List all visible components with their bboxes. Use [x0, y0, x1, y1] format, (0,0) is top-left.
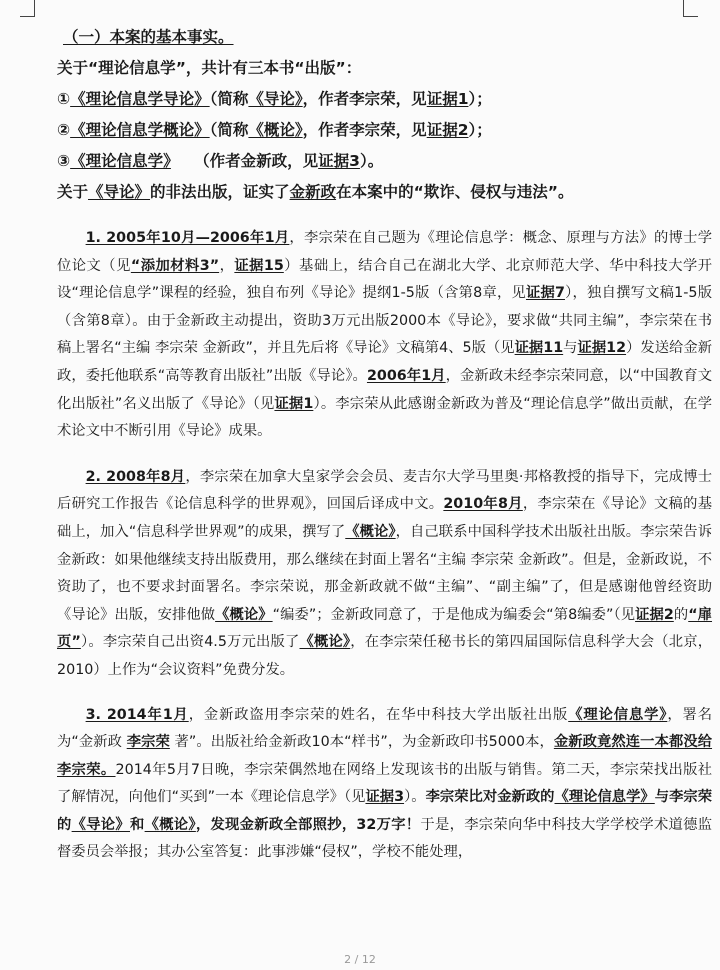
paragraph-text: “编委”；金新政同意了，于是他成为编委会“第8编委”（见	[272, 606, 636, 623]
paragraph-text: ，李宗荣在自己题为《理论信息学：概念、原理与方法》的博士学位论文（见	[57, 230, 712, 274]
emphasis-text: 与李宗荣的	[57, 789, 713, 833]
emphasis-text: 《概论》	[299, 634, 351, 651]
paragraph-text: ，署名为“金新政	[57, 706, 713, 751]
paragraph-text: ）。李宗荣从此感谢金新政为普及“理论信息学”做出贡献，在学术论文中不断引用《导论》成果。	[57, 395, 712, 440]
emphasis-text: 3. 2014年1月	[85, 706, 189, 723]
paragraph-text: ，金新政盗用李宗荣的姓名，在华中科技大学出版社出版	[188, 706, 569, 723]
text: ）；	[468, 121, 492, 139]
text: （作者金新政，见	[170, 152, 319, 170]
emphasis-text: 《理论信息学》	[568, 706, 668, 723]
text: 在本案中的“欺诈、侵权与违法”。	[336, 183, 574, 201]
paragraph-text: 著”。出版社给金新政10本“样书”，为金新政印书5000本，	[169, 734, 554, 751]
emphasis-text: “扉页”	[57, 606, 713, 651]
heading-text: （一）本案的基本事实。	[63, 28, 234, 46]
paragraph-text: 于是，李宗荣向华中科技大学学校学术道德监督委员会举报；其办公室答复：此事涉嫌“侵权”，学校不能处理，	[57, 816, 713, 861]
paragraph-text: ，李宗荣在加拿大皇家学会会员、麦吉尔大学马里奥·邦格教授的指导下，完成博士后研究工作报告《论信息科学的世界观》，回国后译成中文。	[57, 468, 712, 513]
emphasis-text: 2. 2008年8月	[85, 468, 186, 485]
paragraph-text: ），独自撰写文稿1-5版（含第8章）。由于金新政主动提出，资助3万元出版2000本《导论》，要求做“共同主编”，李宗荣在书稿上署名“主编 李宗荣 金新政”，并且先后将《导论》文稿第4、5版（见	[57, 285, 712, 357]
crop-mark-right	[683, 0, 698, 17]
emphasis-text: 证据2	[635, 606, 674, 623]
evidence-ref: 证据2	[426, 121, 469, 139]
emphasis-text: 2006年1月	[366, 367, 446, 384]
spacer	[57, 685, 712, 702]
text: （简称	[209, 90, 249, 108]
book-title: 《理论信息学导论》	[70, 90, 210, 108]
emphasis-text: 证据11	[514, 340, 564, 357]
book-item-1	[57, 84, 712, 115]
paragraph-text: ，在李宗荣任秘书长的第四届国际信息科学大会（北京，2010）上作为“会议资料”免费分发。	[57, 634, 712, 678]
paragraph-text: 与	[563, 340, 578, 357]
paragraph-text: ）。李宗荣自己出资4.5万元出版了	[80, 634, 300, 651]
spacer	[57, 446, 712, 464]
item-number: ①	[57, 90, 71, 108]
page-number: 2 / 12	[344, 953, 376, 966]
crop-mark-left	[20, 0, 35, 17]
text: ）；	[468, 90, 492, 108]
item-number: ②	[57, 121, 71, 139]
paragraph-text: ）基础上，结合自己在湖北大学、北京师范大学、华中科技大学开设“理论信息学”课程的经验，独自布列《导论》提纲1-5版（含第8章，见	[57, 257, 713, 302]
paragraph-1	[57, 225, 712, 446]
emphasis-text: 证据1	[274, 395, 314, 412]
book-title: 《理论信息学》	[70, 152, 171, 170]
emphasis-text: ，发现金新政全部照抄，32万字！	[195, 816, 421, 833]
emphasis-text: 证据12	[577, 340, 627, 357]
item-number: ③	[57, 152, 71, 170]
book-abbr: 《导论》	[88, 183, 151, 201]
emphasis-text: 证据7	[525, 285, 565, 302]
text: 关于	[57, 183, 89, 201]
emphasis-text: 证据3	[365, 789, 405, 806]
summary-line	[57, 177, 712, 208]
paragraph-text: ，金新政未经李宗荣同意，以“中国教育文化出版社”名义出版了《导论》（见	[57, 367, 713, 412]
paragraph-text: 2014年5月7日晚，李宗荣偶然地在网络上发现该书的出版与销售。第二天，李宗荣找出版社了解情况，向他们“买到”一本《理论信息学》（见	[57, 761, 712, 806]
document-page	[57, 22, 712, 867]
book-title: 《理论信息学概论》	[70, 121, 210, 139]
book-item-2	[57, 115, 712, 146]
paragraph-text: ，自己联系中国科学技术出版社出版。李宗荣告诉金新政：如果他继续支持出版费用，那么继续在封面上署名“主编 李宗荣 金新政”。但是，金新政说，不资助了，也不要求封面署名。李宗荣说，那金新政就不做“主编”、“副主编”了，但是感谢他曾经资助《导论》出版，安排他做	[57, 523, 712, 623]
emphasis-text: 证据15	[234, 257, 284, 274]
book-abbr: 《概论》	[248, 121, 303, 139]
text: ，作者李宗荣，见	[302, 121, 427, 139]
paragraph-3	[57, 702, 712, 868]
book-item-3	[57, 146, 712, 177]
paragraph-text: ，	[219, 257, 235, 274]
emphasis-text: 金新政竟然连一本都没给李宗荣。	[57, 734, 713, 778]
emphasis-text: 和	[130, 816, 145, 833]
emphasis-text: 《理论信息学》	[554, 789, 655, 806]
book-abbr: 《导论》	[248, 90, 303, 108]
text: （简称	[209, 121, 249, 139]
paragraph-text: ，李宗荣在《导论》文稿的基础上，加入“信息科学世界观”的成果，撰写了	[57, 496, 712, 540]
person-name: 金新政	[289, 183, 337, 201]
evidence-ref: 证据1	[426, 90, 469, 108]
emphasis-text: 《导论》	[71, 816, 130, 833]
spacer	[57, 208, 712, 225]
section-heading	[57, 22, 712, 53]
emphasis-text: 《概论》	[345, 523, 396, 540]
text: ，作者李宗荣，见	[302, 90, 427, 108]
emphasis-text: 1. 2005年10月—2006年1月	[85, 230, 290, 246]
evidence-ref: 证据3	[318, 152, 360, 170]
paragraph-2	[57, 464, 712, 685]
paragraph-text: ）发送给金新政，委托他联系“高等教育出版社”出版《导论》。	[57, 340, 712, 384]
emphasis-text: 李宗荣	[126, 734, 170, 751]
emphasis-text: “添加材料3”	[130, 257, 220, 274]
paragraph-text: ）。	[404, 789, 426, 806]
text: 的非法出版，证实了	[150, 183, 290, 201]
emphasis-text: 李宗荣比对金新政的	[425, 789, 555, 806]
emphasis-text: 《概论》	[215, 606, 273, 623]
intro-line: 关于“理论信息学”，共计有三本书“出版”：	[57, 59, 362, 77]
emphasis-text: 2010年8月	[443, 496, 523, 513]
emphasis-text: 《概论》	[144, 816, 196, 833]
text: ）。	[359, 152, 384, 170]
paragraph-text: 的	[673, 606, 689, 623]
